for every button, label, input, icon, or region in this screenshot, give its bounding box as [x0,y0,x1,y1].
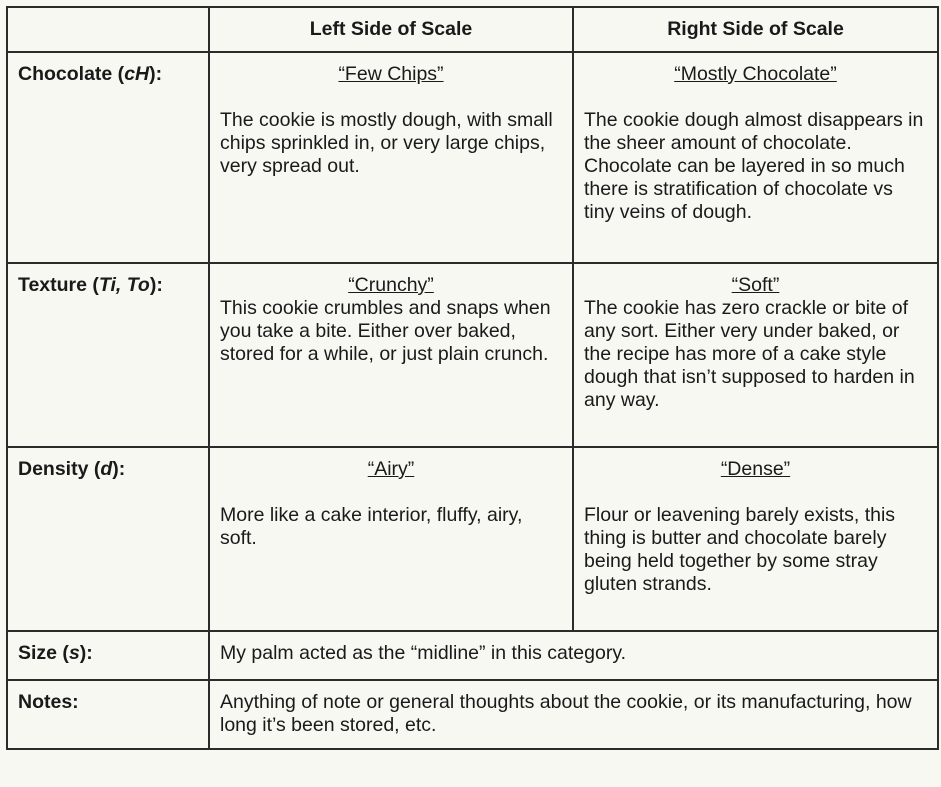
density-left-cell [209,447,573,631]
row-label-chocolate: Chocolate (cH): [7,52,209,263]
chocolate-left-cell [209,52,573,263]
row-label-density: Density (d): [7,447,209,631]
texture-left-cell [209,263,573,447]
chocolate-right-text: The cookie dough almost disappears in the sheer amount of chocolate. Chocolate can be layered in so much there is stratification of chocolate vs tiny veins of dough. [584,109,924,223]
chocolate-left-text: The cookie is mostly dough, with small chips sprinkled in, or very large chips, very spread out. [220,109,553,177]
header-right-side: Right Side of Scale [573,7,938,52]
density-left-text: More like a cake interior, fluffy, airy, soft. [220,504,523,549]
row-chocolate [7,52,938,263]
texture-left-title: “Crunchy” [348,274,434,296]
row-texture [7,263,938,447]
chocolate-right-title: “Mostly Chocolate” [674,63,837,85]
density-right-title: “Dense” [720,458,791,480]
header-row [7,7,938,52]
cookie-scale-table [6,6,939,750]
texture-right-text: The cookie has zero crackle or bite of any sort. Either very under baked, or the recipe has more of a cake style dough that isn’t supposed to harden in any way. [584,297,915,411]
texture-right-title: “Soft” [731,274,780,296]
row-label-size: Size (s): [7,631,209,680]
chocolate-right-cell [573,52,938,263]
notes-description: Anything of note or general thoughts about the cookie, or its manufacturing, how long it’s been stored, etc. [209,680,938,749]
row-notes [7,680,938,749]
row-density [7,447,938,631]
density-left-title: “Airy” [367,458,415,480]
density-right-cell [573,447,938,631]
header-empty-cell [7,7,209,52]
row-label-texture: Texture (Ti, To): [7,263,209,447]
row-size [7,631,938,680]
texture-left-text: This cookie crumbles and snaps when you take a bite. Either over baked, stored for a while, or just plain crunch. [220,297,551,365]
chocolate-left-title: “Few Chips” [338,63,444,85]
row-label-notes: Notes: [7,680,209,749]
size-description: My palm acted as the “midline” in this category. [209,631,938,680]
texture-right-cell [573,263,938,447]
header-left-side: Left Side of Scale [209,7,573,52]
density-right-text: Flour or leavening barely exists, this thing is butter and chocolate barely being held together by some stray gluten strands. [584,504,896,595]
